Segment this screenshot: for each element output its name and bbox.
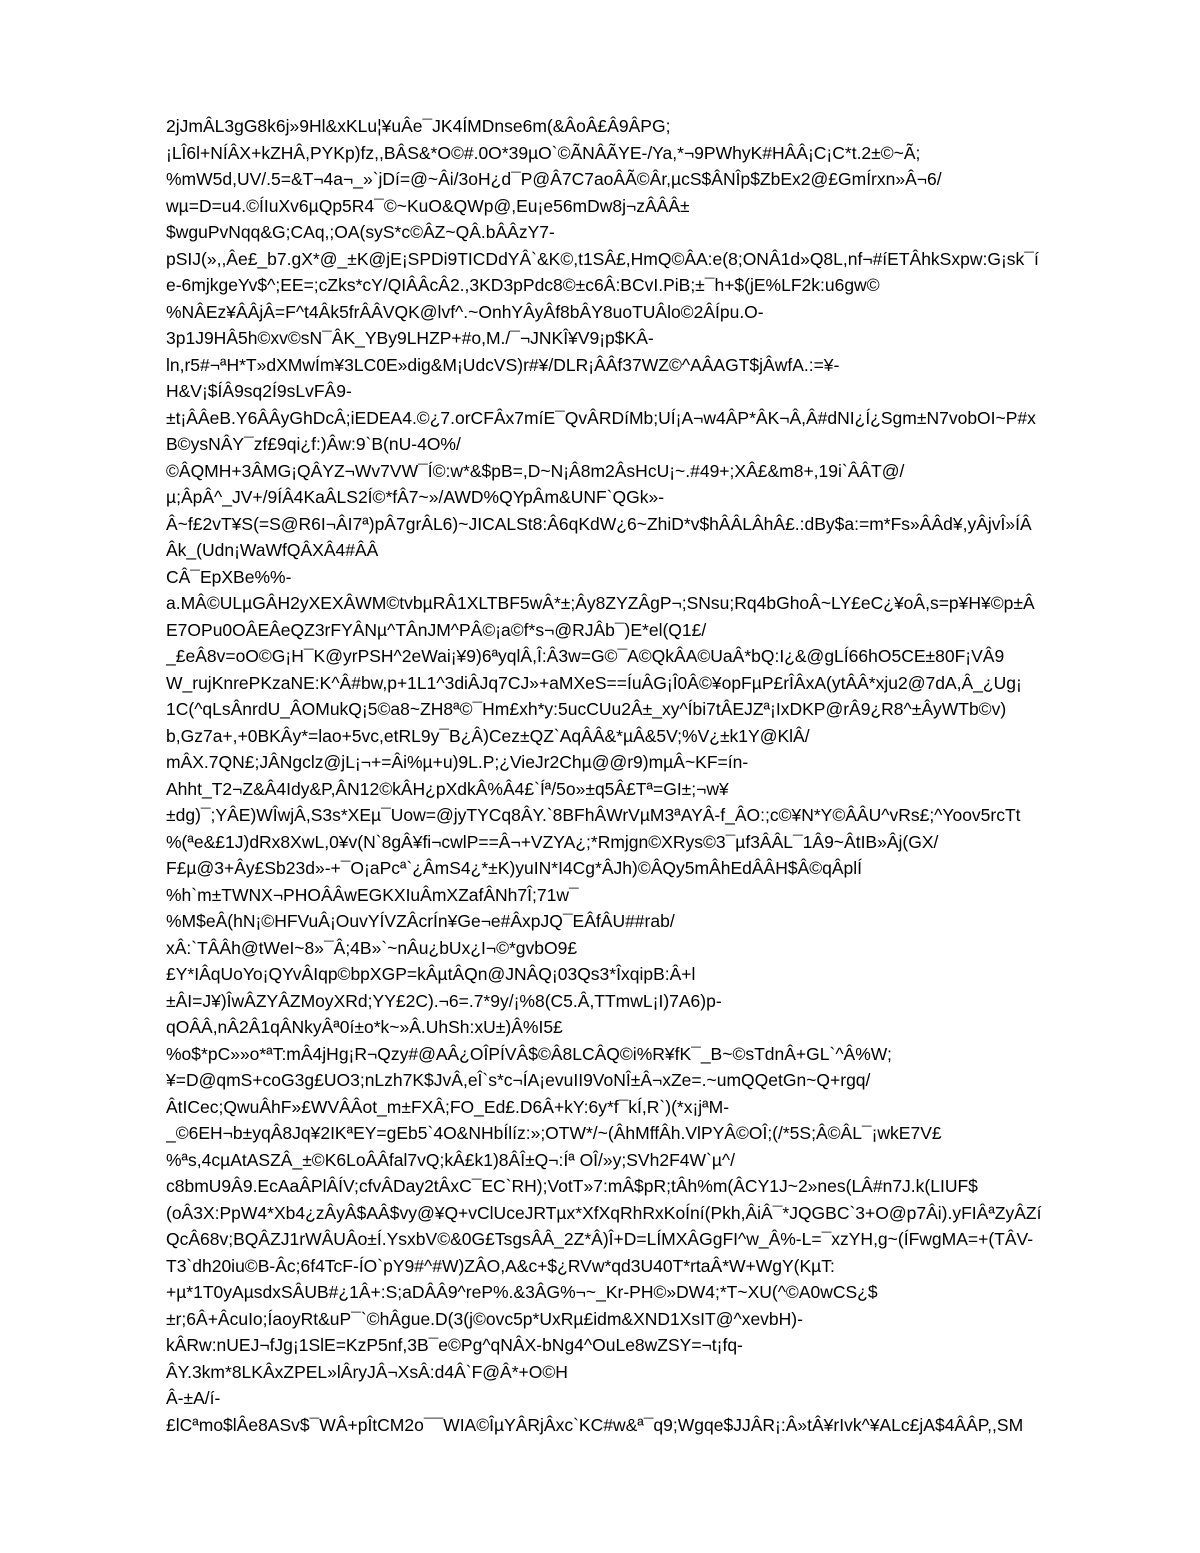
text-line: 3p1J9HÂ5h©xv©sN¯ÂK_YBy9LHZP+#o,M./¯¬JNKÎ¥V9¡p$KÂ- xyxy=(166,328,654,348)
text-line: qOÂÂ,nÂ2Â1qÂNkyÂª0í±o*k~»Â.UhSh:xU±)Â%I5£ xyxy=(166,1017,563,1037)
text-line: ±t¡ÂÂeB.Y6ÂÂyGhDcÂ;iEDEA4.©¿7.orCFÂx7míE¯QvÂRDíMb;UÍ¡A¬w4ÂP*ÂK¬Â,Â#dNI¿Í¿Sgm±N7vobOI~P#x xyxy=(166,407,1036,428)
text-line: B©ysNÂY¯zf£9qi¿f:)Âw:9`B(nU-4O%/ xyxy=(166,434,461,454)
text-line: ¡LÎ6l+NÍÂX+kZHÂ,PYKp)fz,,BÂS&*O©#.0O*39µO`©ÃNÂÃYE-/Ya,*¬9PWhyK#HÂÂ¡C¡C*t.2±©~Ã; xyxy=(166,142,921,163)
text-line: ln,r5#¬ªH*T»dXMwÍm¥3LC0E»dig&M¡UdcVS)r#¥/DLR¡ÂÂf37WZ©^AÂAGT$jÂwfA.:=¥- xyxy=(166,354,840,375)
text-line: pSIJ(»,,Âe£_b7.gX*@_±K@jE¡SPDi9TICDdYÂ`&K©,t1SÂ£,HmQ©ÂA:e(8;ONÂ1d»Q8L,nf¬#íETÂhkSxpw:G¡sk¯í xyxy=(166,248,1039,269)
text-line: F£µ@3+Ây£Sb23d»-+¯O¡aPcª`¿ÂmS4¿*±K)yuIN*I4Cg*ÂJh)©ÂQy5mÂhEdÂÂH$Â©qÂplÍ xyxy=(166,858,863,878)
text-line: H&V¡$ÍÂ9sq2Í9sLvFÂ9- xyxy=(166,381,352,401)
text-line: 1C(^qLsÂnrdU_ÂOMukQ¡5©a8~ZH8ª©¯Hm£xh*y:5ucCUu2Â±_xy^Íbi7tÂEJZª¡IxDKP@rÂ9¿R8^±ÂyWTb©v) xyxy=(166,699,1007,719)
text-line: (oÂ3X:PpW4*Xb4¿zÂyÂ$AÂ$vy@¥Q+vClUceJRTµx*XfXqRhRxKoÍní(Pkh,ÂiÂ¯*JQGBC`3+O@p7Âi).yFIÂªZyÂZí xyxy=(166,1202,1042,1223)
text-line: _£eÂ8v=oO©G¡H¯K@yrPSH^2eWai¡¥9)6ªyqlÂ,Î:Â3w=G©¯A©QkÂA©UaÂ*bQ:I¿&@gLÍ66hO5CE±80F¡VÂ9 xyxy=(166,646,1005,666)
text-line: mÂX.7QN£;JÂNgclz@jL¡¬+=Âi%µ+u)9L.P;¿VieJr2Chµ@@r9)mµÂ~KF=ín- xyxy=(166,752,749,772)
text-line: xÂ:`TÂÂh@tWeI~8»¯Â;4B»`~nÂu¿bUx¿I¬©*gvbO9£ xyxy=(166,937,578,958)
document-body xyxy=(166,113,1126,1438)
text-line: c8bmU9Â9.EcAaÂPlÂÍV;cfvÂDay2tÂxC¯EC`RH);VotT»7:mÂ$pR;tÂh%m(ÂCY1J~2»nes(LÂ#n7J.k(LIUF$ xyxy=(166,1176,978,1196)
text-line: a.MÂ©ULµGÂH2yXEXÂWM©tvbµRÂ1XLTBF5wÂ*±;Ây8ZYZÂgP¬;SNsu;Rq4bGhoÂ~LY£eC¿¥oÂ,s=p¥H¥©p±Â xyxy=(166,593,1035,613)
text-line: Ahht_T2¬Z&Â4Idy&P,ÂN12©kÂH¿pXdkÂ%Â4£`Íª/5o»±q5Â£Tª=GI±;¬w¥ xyxy=(166,778,729,799)
text-line: Â~f£2vT¥S(=S@R6I¬ÂI7ª)pÂ7grÂL6)~JICALSt8:Â6qKdW¿6~ZhiD*v$hÂÂLÂhÂ£.:dBy$a:=m*Fs»ÂÂd¥,yÂjvÎ»ÍÂ xyxy=(166,513,1032,534)
text-line: £Y*IÂqUoYo¡QYvÂIqp©bpXGP=kÂµtÂQn@JNÂQ¡03Qs3*ÎxqipB:Â+l xyxy=(166,964,696,984)
text-line: QcÂ68v;BQÂZJ1rWÂUÂo±Í.YsxbV©&0G£TsgsÂÂ_2Z*Â)Î+D=LÍMXÂGgFI^w_Â%-L=¯xzYH,g~(ÍFwgMA=+(TÂV- xyxy=(166,1229,1034,1249)
text-line: kÂRw:nUEJ¬fJg¡1SlE=KzP5nf,3B¯e©Pg^qNÂX-bNg4^OuLe8wZSY=¬t¡fq- xyxy=(166,1335,743,1355)
text-line: ©ÂQMH+3ÂMG¡QÂYZ¬Wv7VW¯Í©:w*&$pB=,D~N¡Â8m2ÂsHcU¡~.#49+;XÂ£&m8+,19i`ÂÂT@/ xyxy=(166,460,905,481)
text-line: ¥=D@qmS+coG3g£UO3;nLzh7K$JvÂ,eÎ`s*c¬ÍA¡evuII9VoNÎ±Â¬xZe=.~umQQetGn~Q+rgq/ xyxy=(166,1070,871,1090)
text-line: wµ=D=u4.©ÍIuXv6µQp5R4¯©~KuO&QWp@,Eu¡e56mDw8j¬zÂÂÂ± xyxy=(166,195,690,216)
text-line: CÂ¯EpXBe%%- xyxy=(166,566,292,587)
text-line: Âk_(Udn¡WaWfQÂXÂ4#ÂÂ xyxy=(166,540,379,560)
text-line: Â-±A/í- xyxy=(166,1388,221,1408)
text-line: 2jJmÂL3gG8k6j»9Hl&xKLu¦¥uÂe¯JK4ÍMDnse6m(&ÂoÂ£Â9ÂPG; xyxy=(166,116,671,136)
text-line: µ;ÂpÂ^_JV+/9ÍÂ4KaÂLS2Í©*fÂ7~»/AWD%QYpÂm&UNF`QGk»- xyxy=(166,487,665,507)
text-line: ±r;6Â+ÂcuIo;ÍaoyRt&uP¯`©hÂgue.D(3(j©ovc5p*UxRµ£idm&XND1XsIT@^xevbH)- xyxy=(166,1308,803,1329)
text-line: $wguPvNqq&G;CAq,;OA(syS*c©ÂZ~QÂ.bÂÂzY7- xyxy=(166,222,555,242)
text-line: %ªs,4cµAtASZÂ_±©K6LoÂÂfal7vQ;kÂ£k1)8ÂÎ±Q¬:Íª OÎ/»y;SVh2F4W`µ^/ xyxy=(166,1149,735,1170)
text-line: E7OPu0OÂEÂeQZ3rFYÂNµ^TÂnJM^PÂ©¡a©f*s¬@RJÂb¯)E*el(Q1£/ xyxy=(166,619,707,640)
text-line: ±dg)¯;YÂE)WÎwjÂ,S3s*XEµ¯Uow=@jyTYCq8ÂY.`8BFhÂWrVµM3ªAYÂ-f_ÂO:;c©¥N*Y©ÂÂU^vRs£;^Yoov5rcTt xyxy=(166,805,1021,825)
text-line: %o$*pC»»o*ªT:mÂ4jHg¡R¬Qzy#@AÂ¿OÎPÍVÂ$©Â8LCÂQ©i%R¥fK¯_B~©sTdnÂ+GL`^Â%W; xyxy=(166,1043,892,1064)
text-line: _©6EH¬b±yqÂ8Jq¥2IKªEY=gEb5`4O&NHbÍlíz:»;OTW*/~(ÂhMffÂh.VlPYÂ©OÎ;(/*5S;Â©ÂL¯¡wkE7V£ xyxy=(166,1123,942,1143)
text-line: W_rujKnrePKzaNE:K^Â#bw,p+1L1^3diÂJq7CJ»+aMXeS==ÍuÂG¡Î0Â©¥opFµP£rÎÂxA(ytÂÂ*xju2@7dA,Â_¿Ug¡ xyxy=(166,672,1022,693)
text-line: %h`m±TWNX¬PHOÂÂwEGKXIuÂmXZafÂNh7Î;71w¯ xyxy=(166,884,579,905)
text-line: ÂtICec;QwuÂhF»£WVÂÂot_m±FXÂ;FO_Ed£.D6Â+kY:6y*f¯kÍ,R`)(*x¡jªM- xyxy=(166,1096,730,1117)
text-line: £lCªmo$lÂe8ASv$¯WÂ+pÎtCM2o¯¯WIA©ÎµYÂRjÂxc`KC#w&ª¯q9;Wgqe$JJÂR¡:Â»tÂ¥rIvk^¥ALc£jA$4ÂÂP,,SM xyxy=(166,1414,1024,1435)
text-line: %M$eÂ(hN¡©HFVuÂ¡OuvYÍVZÂcrÍn¥Ge¬e#ÂxpJQ¯EÂfÂU##rab/ xyxy=(166,911,675,931)
text-line: ±ÂI=J¥)ÎwÂZYÂZMoyXRd;YY£2C).¬6=.7*9y/¡%8(C5.Â,TTmwL¡I)7A6)p- xyxy=(166,990,722,1011)
text-line: b,Gz7a+,+0BKÂy*=lao+5vc,etRL9y¯B¿Â)Cez±QZ`AqÂÂ&*µÂ&5V;%V¿±k1Y@KlÂ/ xyxy=(166,725,810,746)
text-line: +µ*1T0yAµsdxSÂUB#¿1Â+:S;aDÂÂ9^reP%.&3ÂG%¬~_Kr-PH©»DW4;*T~XU(^©A0wCS¿$ xyxy=(166,1282,878,1302)
text-line: e-6mjkgeYv$^;EE=;cZks*cY/QIÂÂcÂ2.,3KD3pPdc8©±c6Â:BCvI.PiB;±¯h+$(jE%LF2k:u6gw© xyxy=(166,275,880,295)
text-line: %mW5d,UV/.5=&T¬4a¬_»`jDí=@~Âi/3oH¿d¯P@Â7C7aoÂÃ©Âr,µcS$ÂNÎp$ZbEx2@£GmÍrxn»Â¬6/ xyxy=(166,169,942,189)
text-line: %NÂEz¥ÂÂjÂ=F^t4Âk5frÂÂVQK@lvf^.~OnhYÂyÂf8bÂY8uoTUÂlo©2ÂÍpu.O- xyxy=(166,301,764,322)
text-line: T3`dh20iu©B-Âc;6f4TcF-ÍO`pY9#^#W)ZÂO,A&c+$¿RVw*qd3U40T*rtaÂ*W+WgY(KµT: xyxy=(166,1255,835,1276)
text-line: %(ªe&£1J)dRx8XwL,0¥v(N`8gÂ¥fi¬cwlP==Â¬+VZYA¿;*Rmjgn©XRys©3¯µf3ÂÂL¯1Â9~ÂtIB»Âj(GX/ xyxy=(166,831,939,852)
text-line: ÂY.3km*8LKÂxZPEL»lÂryJÂ¬XsÂ:d4Â`F@Â*+O©H xyxy=(166,1361,568,1382)
